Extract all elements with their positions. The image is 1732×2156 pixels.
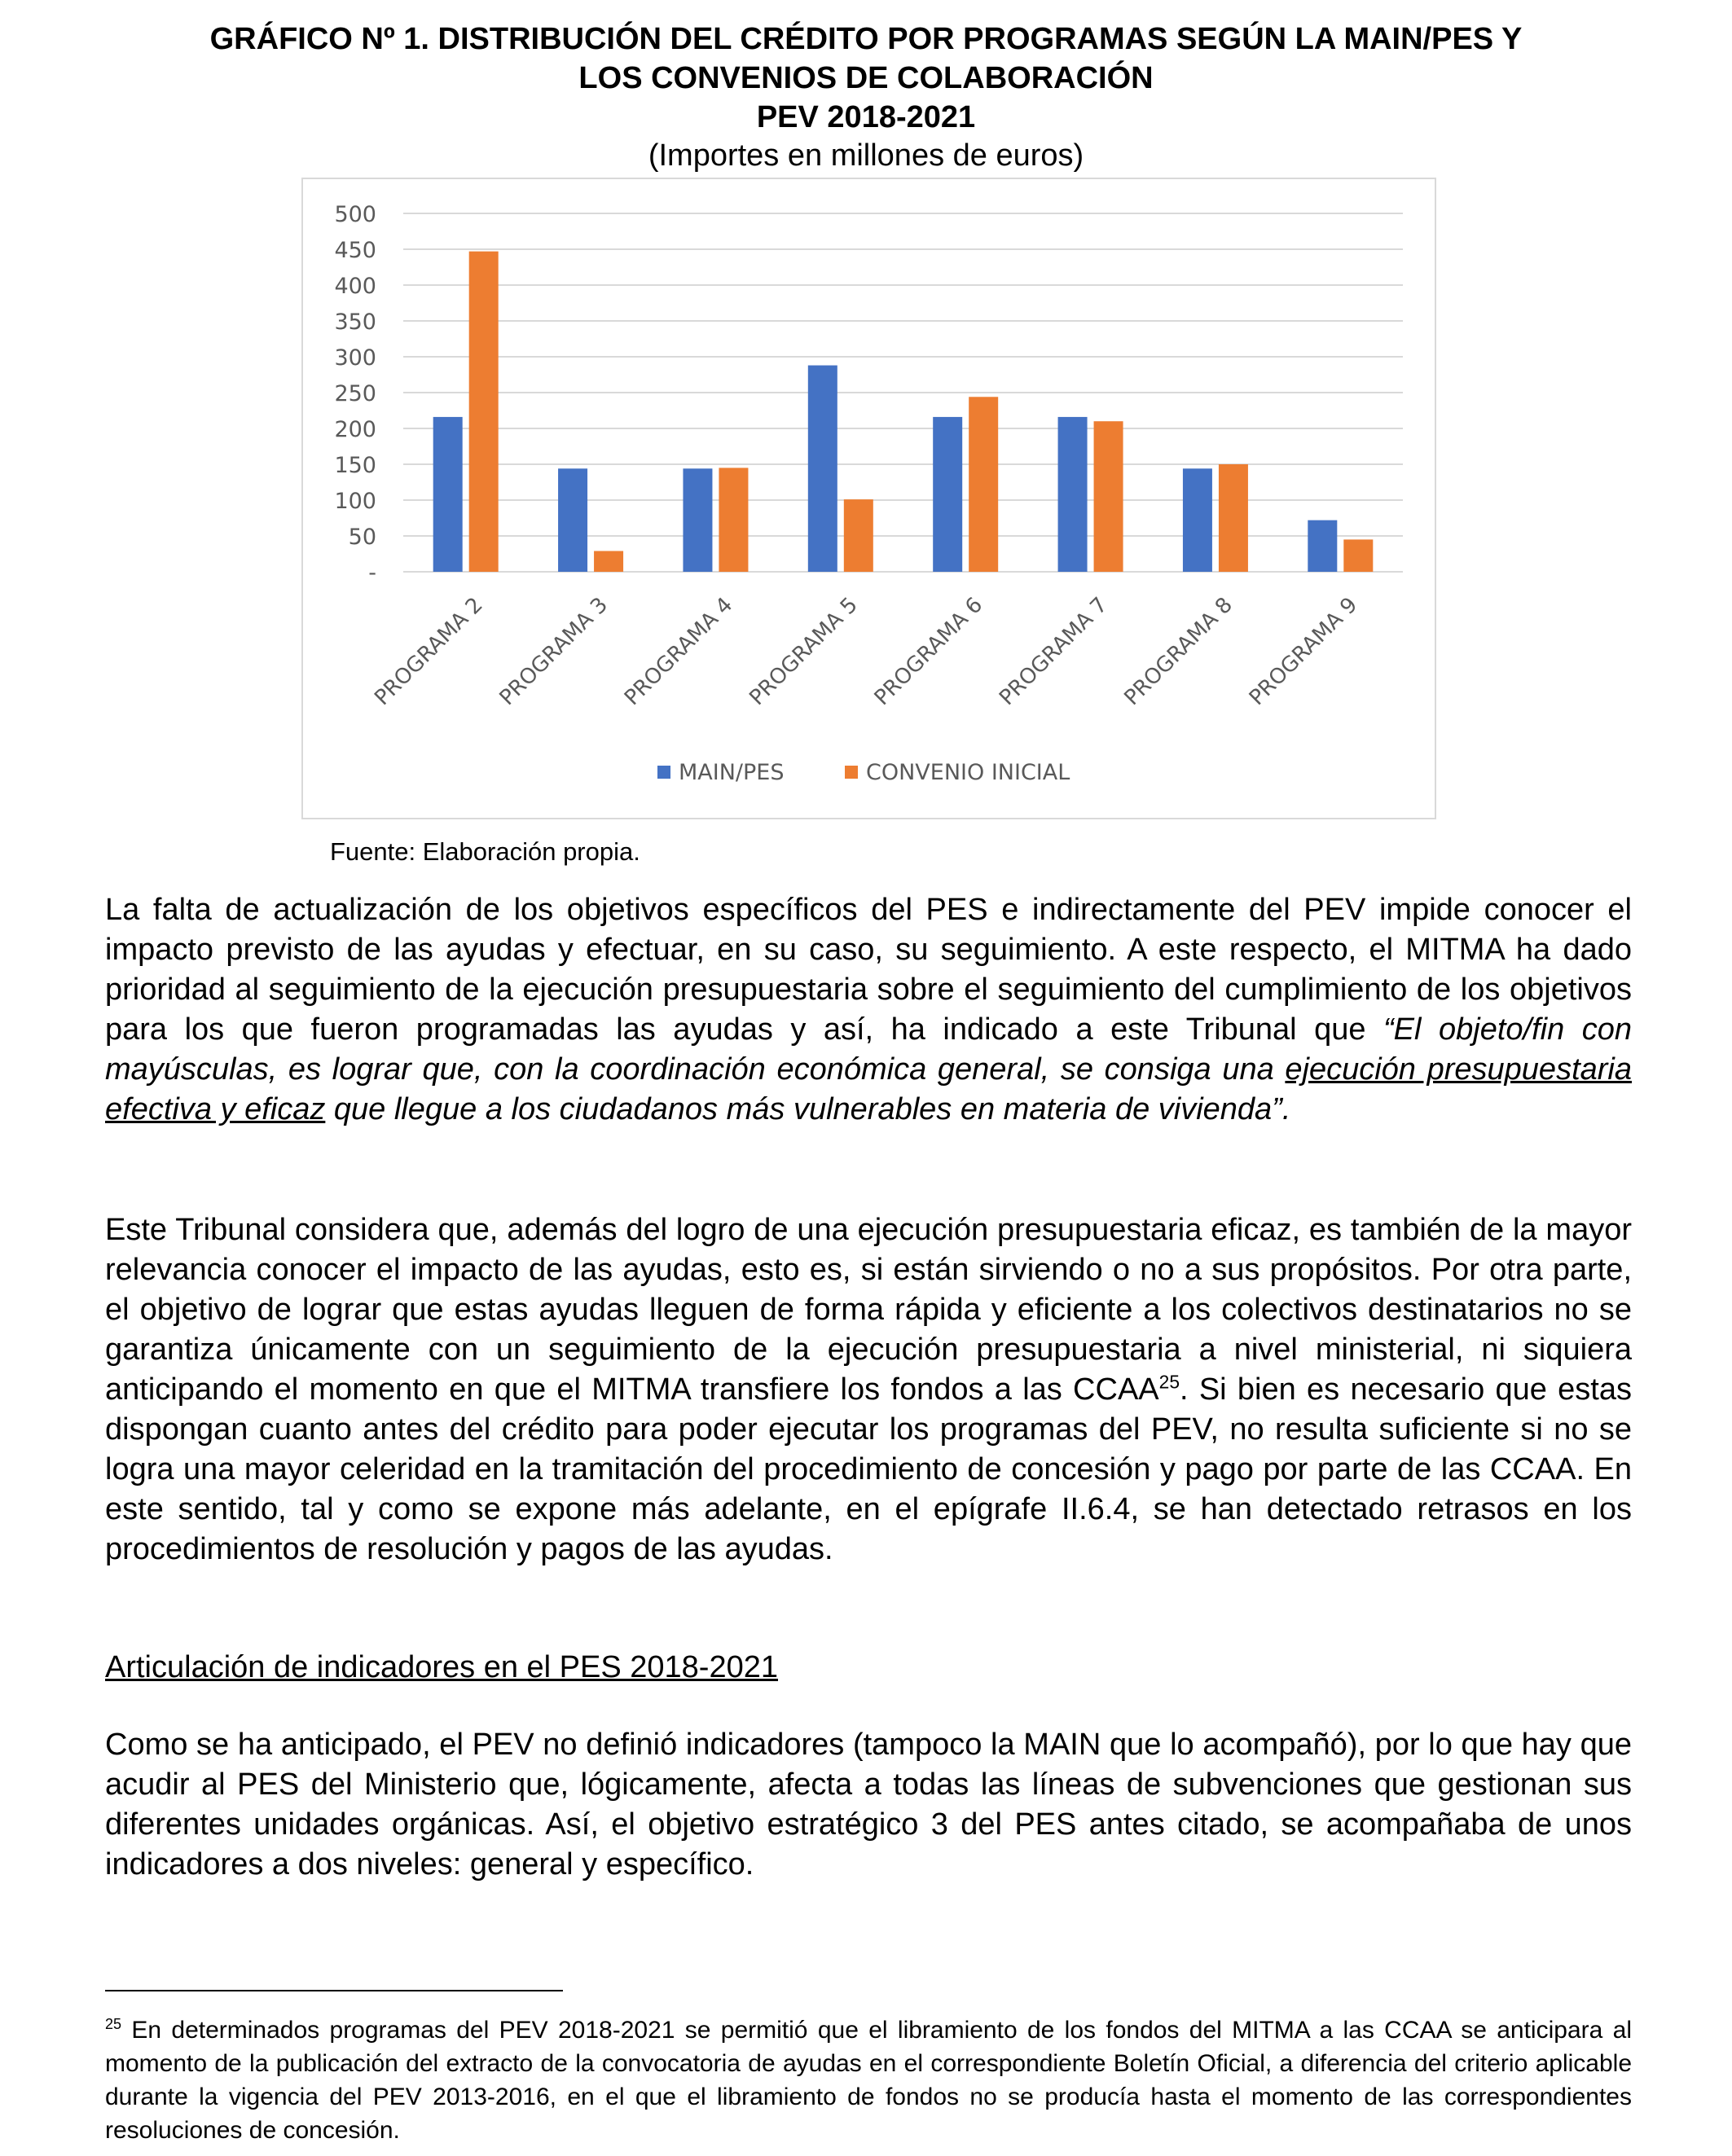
x-tick-label: PROGRAMA 3 [495, 592, 613, 711]
bar-main-pes [1308, 520, 1337, 572]
paragraph-3: Como se ha anticipado, el PEV no definió indicadores (tampoco la MAIN que lo acompañó), por lo que hay que acudir al PES del Ministerio que, lógicamente, afecta a todas las líneas de subvenciones que gestionan sus diferentes unidades orgánicas. Así, el objetivo estratégico 3 del PES antes citado, se acompañaba de unos indicadores a dos niveles: general y específico. [105, 1728, 1632, 1882]
bar-main-pes [433, 417, 463, 572]
section-heading: Articulación de indicadores en el PES 2018-2021 [105, 1650, 778, 1684]
x-tick-label: PROGRAMA 4 [620, 592, 738, 711]
title-line: LOS CONVENIOS DE COLABORACIÓN [578, 61, 1154, 95]
y-tick-label: 200 [334, 417, 376, 442]
x-tick-label: PROGRAMA 9 [1244, 592, 1363, 711]
y-tick-label: 300 [334, 345, 376, 371]
x-tick-label: PROGRAMA 8 [1119, 592, 1237, 711]
legend-swatch [657, 766, 670, 779]
legend-label: MAIN/PES [679, 760, 785, 785]
bar-main-pes [1058, 417, 1088, 572]
footnote [105, 2013, 1632, 2147]
y-tick-label: 50 [348, 525, 376, 550]
x-tick-label: PROGRAMA 2 [370, 592, 488, 711]
paragraph-2 [105, 1210, 1632, 1570]
title-line: PEV 2018-2021 [756, 100, 976, 134]
quote-text: que llegue a los ciudadanos más vulnerables en materia de vivienda”. [325, 1092, 1291, 1126]
bar-convenio-inicial [1343, 539, 1373, 572]
x-tick-label: PROGRAMA 5 [745, 592, 863, 711]
paragraph-1 [105, 890, 1632, 1130]
chart-subtitle: (Importes en millones de euros) [648, 138, 1084, 173]
y-tick-label: 500 [334, 202, 376, 227]
bar-main-pes [683, 468, 712, 572]
bar-chart [303, 179, 1435, 818]
bar-convenio-inicial [844, 499, 873, 572]
footnote-ref[interactable]: 25 [1158, 1371, 1180, 1393]
y-tick-label: 350 [334, 310, 376, 335]
legend-label: CONVENIO INICIAL [866, 760, 1070, 785]
bar-convenio-inicial [969, 397, 998, 572]
text: . Si bien es necesario que estas dispongan cuanto antes del crédito para poder ejecutar los programas del PEV, no resulta suficiente si no se logra una mayor celeridad en la tramitación del procedimiento de concesión y pago por parte de las CCAA. En este sentido, tal y como se expone más adelante, en el epígrafe II.6.4, se han detectado retrasos en los procedimientos de resolución y pagos de las ayudas. [105, 1372, 1632, 1566]
x-tick-label: PROGRAMA 6 [869, 592, 988, 711]
bar-main-pes [808, 366, 837, 572]
chart-source: Fuente: Elaboración propia. [330, 837, 640, 866]
bar-main-pes [933, 417, 962, 572]
bar-convenio-inicial [719, 468, 748, 572]
bar-main-pes [1183, 468, 1212, 572]
bar-convenio-inicial [469, 252, 499, 572]
quote-underlined-text: ejecución presupuestaria efectiva y eficaz [105, 1052, 1632, 1126]
y-tick-label: 150 [334, 453, 376, 478]
footnote-text: En determinados programas del PEV 2018-2021 se permitió que el libramiento de los fondos del MITMA a las CCAA se anticipara al momento de la publicación del extracto de la convocatoria de ayudas en el correspondiente Boletín Oficial, a diferencia del criterio aplicable durante la vigencia del PEV 2013-2016, en el que el libramiento de fondos no se producía hasta el momento de las correspondientes resoluciones de concesión. [105, 2017, 1632, 2144]
bar-convenio-inicial [1219, 464, 1248, 572]
x-tick-label: PROGRAMA 7 [995, 592, 1113, 711]
chart-title [0, 20, 1732, 137]
text: Este Tribunal considera que, además del logro de una ejecución presupuestaria eficaz, es también de la mayor relevancia conocer el impacto de las ayudas, esto es, si están sirviendo o no a sus propósitos. Por otra parte, el objetivo de lograr que estas ayudas lleguen de forma rápida y eficiente a los colectivos destinatarios no se garantiza únicamente con un seguimiento de la ejecución presupuestaria a nivel ministerial, ni siquiera anticipando el momento en que el MITMA transfiere los fondos a las CCAA [105, 1213, 1632, 1407]
title-line: GRÁFICO Nº 1. DISTRIBUCIÓN DEL CRÉDITO POR PROGRAMAS SEGÚN LA MAIN/PES Y [209, 22, 1523, 56]
y-tick-label: 450 [334, 238, 376, 263]
y-tick-label: 250 [334, 381, 376, 406]
text: La falta de actualización de los objetivos específicos del PES e indirectamente del PEV impide conocer el impacto previsto de las ayudas y efectuar, en su caso, su seguimiento. A este respecto, el MITMA ha dado prioridad al seguimiento de la ejecución presupuestaria sobre el seguimiento del cumplimiento de los objetivos para los que fueron programadas las ayudas y así, ha indicado a este Tribunal que [105, 893, 1632, 1047]
chart-container [301, 178, 1436, 819]
bar-convenio-inicial [594, 551, 623, 572]
bar-main-pes [558, 468, 587, 572]
y-tick-label: - [368, 560, 376, 586]
bar-convenio-inicial [1094, 421, 1123, 572]
y-tick-label: 100 [334, 489, 376, 514]
footnote-divider [105, 1990, 563, 1991]
quote-text: “El objeto/fin con mayúsculas, es lograr que, con la coordinación económica general, se consiga una [105, 1012, 1632, 1087]
footnote-number: 25 [105, 2016, 122, 2032]
legend-swatch [845, 766, 858, 779]
y-tick-label: 400 [334, 274, 376, 299]
